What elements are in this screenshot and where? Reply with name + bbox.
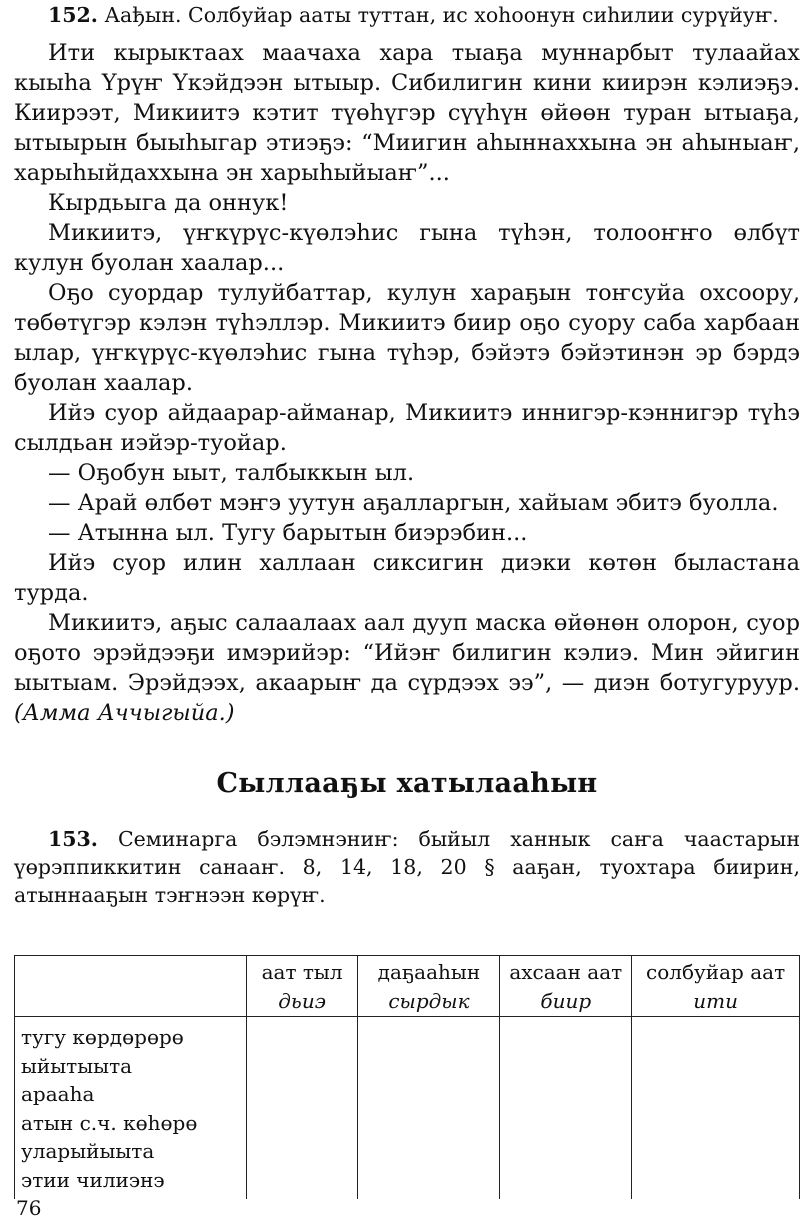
exercise-153-body: Семинарга бэлэмнэниҥ: быйыл ханнык саҥа чаастарын үөрэппиккитин санааҥ. 8, 14, 18, 20 § ааҕан, туохтара биирин, атыннааҕын тэҥнээн көрүҥ. <box>14 827 800 907</box>
story-paragraph: Кырдьыга да оннук! <box>48 190 289 216</box>
story-paragraph: Оҕо суордар тулуйбаттар, кулун хараҕын тоҥсуйа охсоору, төбөтүгэр кэлэн түһэллэр. Микиитэ биир оҕо суору саба харбаан ылар, үҥкүрүс-күөлэһис гына түһэр, бэйэтэ бэйэтинэн эр бэрдэ буолан хаалар. <box>14 280 800 396</box>
header-example: сырдык <box>388 989 470 1013</box>
row-label: тугу көрдөрөрө <box>21 1025 184 1049</box>
row-label: уларыйыыта <box>21 1139 155 1163</box>
comparison-table <box>14 955 800 1199</box>
story-attribution: (Амма Аччыгыйа.) <box>14 700 235 726</box>
table-cell-empty <box>632 1017 800 1200</box>
exercise-153-number: 153. <box>48 827 98 851</box>
table-body-row <box>15 1017 800 1200</box>
header-example: ити <box>693 989 738 1013</box>
row-label: арааһа <box>21 1082 95 1106</box>
table-cell-empty <box>358 1017 500 1200</box>
story-dialogue-line: — Оҕобун ыыт, талбыккын ыл. <box>48 460 415 486</box>
story-last-paragraph <box>14 608 800 728</box>
header-example: биир <box>540 989 592 1013</box>
story-paragraph: Микиитэ, үҥкүрүс-күөлэһис гына түһэн, толооҥҥо өлбүт кулун буолан хаалар... <box>14 220 800 276</box>
row-labels-cell <box>15 1017 247 1200</box>
table-cell-empty <box>500 1017 632 1200</box>
table-header-corner <box>15 956 247 1017</box>
table-cell-empty <box>246 1017 358 1200</box>
document-page <box>14 0 800 1192</box>
header-label: солбуйар аат <box>646 960 786 984</box>
story-paragraph: Ити кырыктаах маачаха хара тыаҕа муннарбыт тулаайах кыыһа Үрүҥ Үкэйдээн ытыыр. Сибилигин кини киирэн кэлиэҕэ. Киирээт, Микиитэ кэтит түөһүгэр сүүһүн өйөөн туран ытыаҕа, ытыырын быыһыгар этиэҕэ: “Миигин аһыннаххына эн аһыныаҥ, харыһыйдаххына эн харыһыйыаҥ”... <box>14 40 800 186</box>
table-header-adjective <box>358 956 500 1017</box>
exercise-152-instruction <box>14 0 800 29</box>
exercise-152-number: 152. <box>48 3 98 27</box>
table-header-numeral <box>500 956 632 1017</box>
row-label: атын с.ч. көһөрө <box>21 1110 198 1135</box>
exercise-152-instruction-text: Аађын. Солбуйар ааты туттан, ис хоһоонун сиһилии сурүйуҥ. <box>104 3 779 27</box>
row-label: этии чилиэнэ <box>21 1167 165 1192</box>
table-header-noun <box>246 956 358 1017</box>
header-label: даҕааһын <box>377 960 481 984</box>
header-label: ахсаан аат <box>509 960 623 984</box>
table-header-pronoun <box>632 956 800 1017</box>
story-last-paragraph-text: Микиитэ, аҕыс салаалаах аал дууп маска өйөнөн олорон, суор оҕото эрэйдээҕи имэрийэр: “Ийэҥ билигин кэлиэ. Мин эйигин ыытыам. Эрэйдээх, акаарыҥ да сүрдээх ээ”, — диэн ботугуруур. <box>14 610 800 696</box>
row-label: ыйытыыта <box>21 1053 133 1078</box>
page-number: 76 <box>16 1196 42 1220</box>
story-dialogue-line: — Арай өлбөт мэҥэ уутун аҕалларгын, хайыам эбитэ буолла. <box>48 490 779 516</box>
exercise-153-text <box>14 825 800 909</box>
header-example: дьиэ <box>278 989 326 1013</box>
table-header-row <box>15 956 800 1017</box>
header-label: аат тыл <box>261 960 343 984</box>
section-heading: Сыллааҕы хатылааһын <box>216 768 598 799</box>
story-paragraph: Ийэ суор айдаарар-айманар, Микиитэ иннигэр-кэннигэр түһэ сылдьан иэйэр-туойар. <box>14 400 800 456</box>
story-dialogue-line: — Атынна ыл. Тугу барытын биэрэбин... <box>48 520 528 546</box>
story-paragraph: Ийэ суор илин халлаан сиксигин диэки көтөн быластана турда. <box>14 550 800 606</box>
